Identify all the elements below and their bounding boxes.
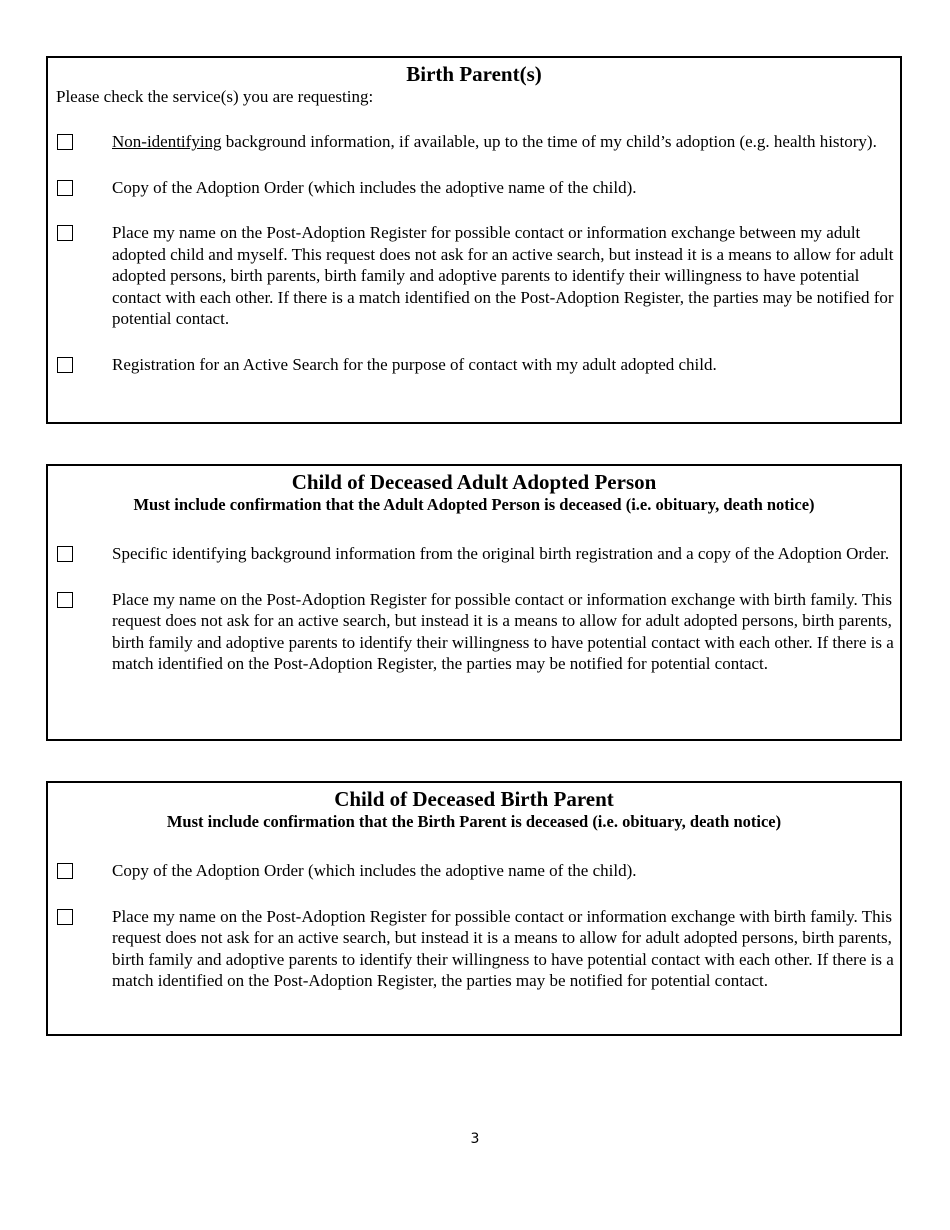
service-option-active-search bbox=[48, 354, 900, 376]
option-text: Copy of the Adoption Order (which includes the adoptive name of the child). bbox=[112, 861, 637, 880]
section-child-of-deceased-adult-adopted-person bbox=[46, 464, 902, 741]
checkbox[interactable] bbox=[57, 180, 73, 196]
section-title: Birth Parent(s) bbox=[406, 62, 542, 86]
section-child-of-deceased-birth-parent bbox=[46, 781, 902, 1036]
service-option-adoption-order-copy bbox=[48, 860, 900, 882]
checkbox[interactable] bbox=[57, 357, 73, 373]
section-subtitle: Must include confirmation that the Birth Parent is deceased (i.e. obituary, death notice) bbox=[166, 812, 782, 831]
checkbox[interactable] bbox=[57, 592, 73, 608]
service-option-post-adoption-register bbox=[48, 906, 900, 992]
checkbox[interactable] bbox=[57, 225, 73, 241]
section-title: Child of Deceased Birth Parent bbox=[334, 787, 614, 811]
section-subtitle: Must include confirmation that the Adult Adopted Person is deceased (i.e. obituary, death notice) bbox=[133, 495, 815, 514]
service-option-adoption-order-copy bbox=[48, 177, 900, 199]
option-text: background information, if available, up to the time of my child’s adoption (e.g. health history). bbox=[221, 132, 877, 151]
option-text: Place my name on the Post-Adoption Register for possible contact or information exchange with birth family. This request does not ask for an active search, but instead it is a means to allow for adult adopted persons, birth parents, birth family and adoptive parents to identify their willingness to have potential contact with each other. If there is a match identified on the Post-Adoption Register, the parties may be notified for potential contact. bbox=[112, 589, 894, 673]
service-option-identifying-info bbox=[48, 543, 900, 565]
option-text: Registration for an Active Search for the purpose of contact with my adult adopted child. bbox=[112, 354, 717, 374]
section-instruction: Please check the service(s) you are requesting: bbox=[56, 87, 374, 106]
page-number: 3 bbox=[470, 1131, 480, 1147]
underlined-term: Non-identifying bbox=[112, 132, 222, 151]
checkbox[interactable] bbox=[57, 863, 73, 879]
option-text: Specific identifying background information from the original birth registration and a copy of the Adoption Order. bbox=[112, 544, 890, 563]
option-text: Copy of the Adoption Order (which includes the adoptive name of the child). bbox=[112, 177, 637, 197]
section-title: Child of Deceased Adult Adopted Person bbox=[291, 470, 657, 494]
service-option-non-identifying-info bbox=[48, 131, 900, 153]
checkbox[interactable] bbox=[57, 134, 73, 150]
service-option-post-adoption-register bbox=[48, 222, 900, 330]
service-option-post-adoption-register bbox=[48, 589, 900, 675]
checkbox[interactable] bbox=[57, 546, 73, 562]
option-text: Place my name on the Post-Adoption Register for possible contact or information exchange with birth family. This request does not ask for an active search, but instead it is a means to allow for adult adopted persons, birth parents, birth family and adoptive parents to identify their willingness to have potential contact with each other. If there is a match identified on the Post-Adoption Register, the parties may be notified for potential contact. bbox=[112, 906, 894, 990]
checkbox[interactable] bbox=[57, 909, 73, 925]
option-text: Place my name on the Post-Adoption Register for possible contact or information exchange between my adult adopted child and myself. This request does not ask for an active search, but instead it is a means to allow for adult adopted persons, birth parents, birth family and adoptive parents to identify their willingness to have potential contact with each other. If there is a match identified on the Post-Adoption Register, the parties may be notified for potential contact. bbox=[112, 223, 894, 328]
section-birth-parents bbox=[46, 56, 902, 424]
